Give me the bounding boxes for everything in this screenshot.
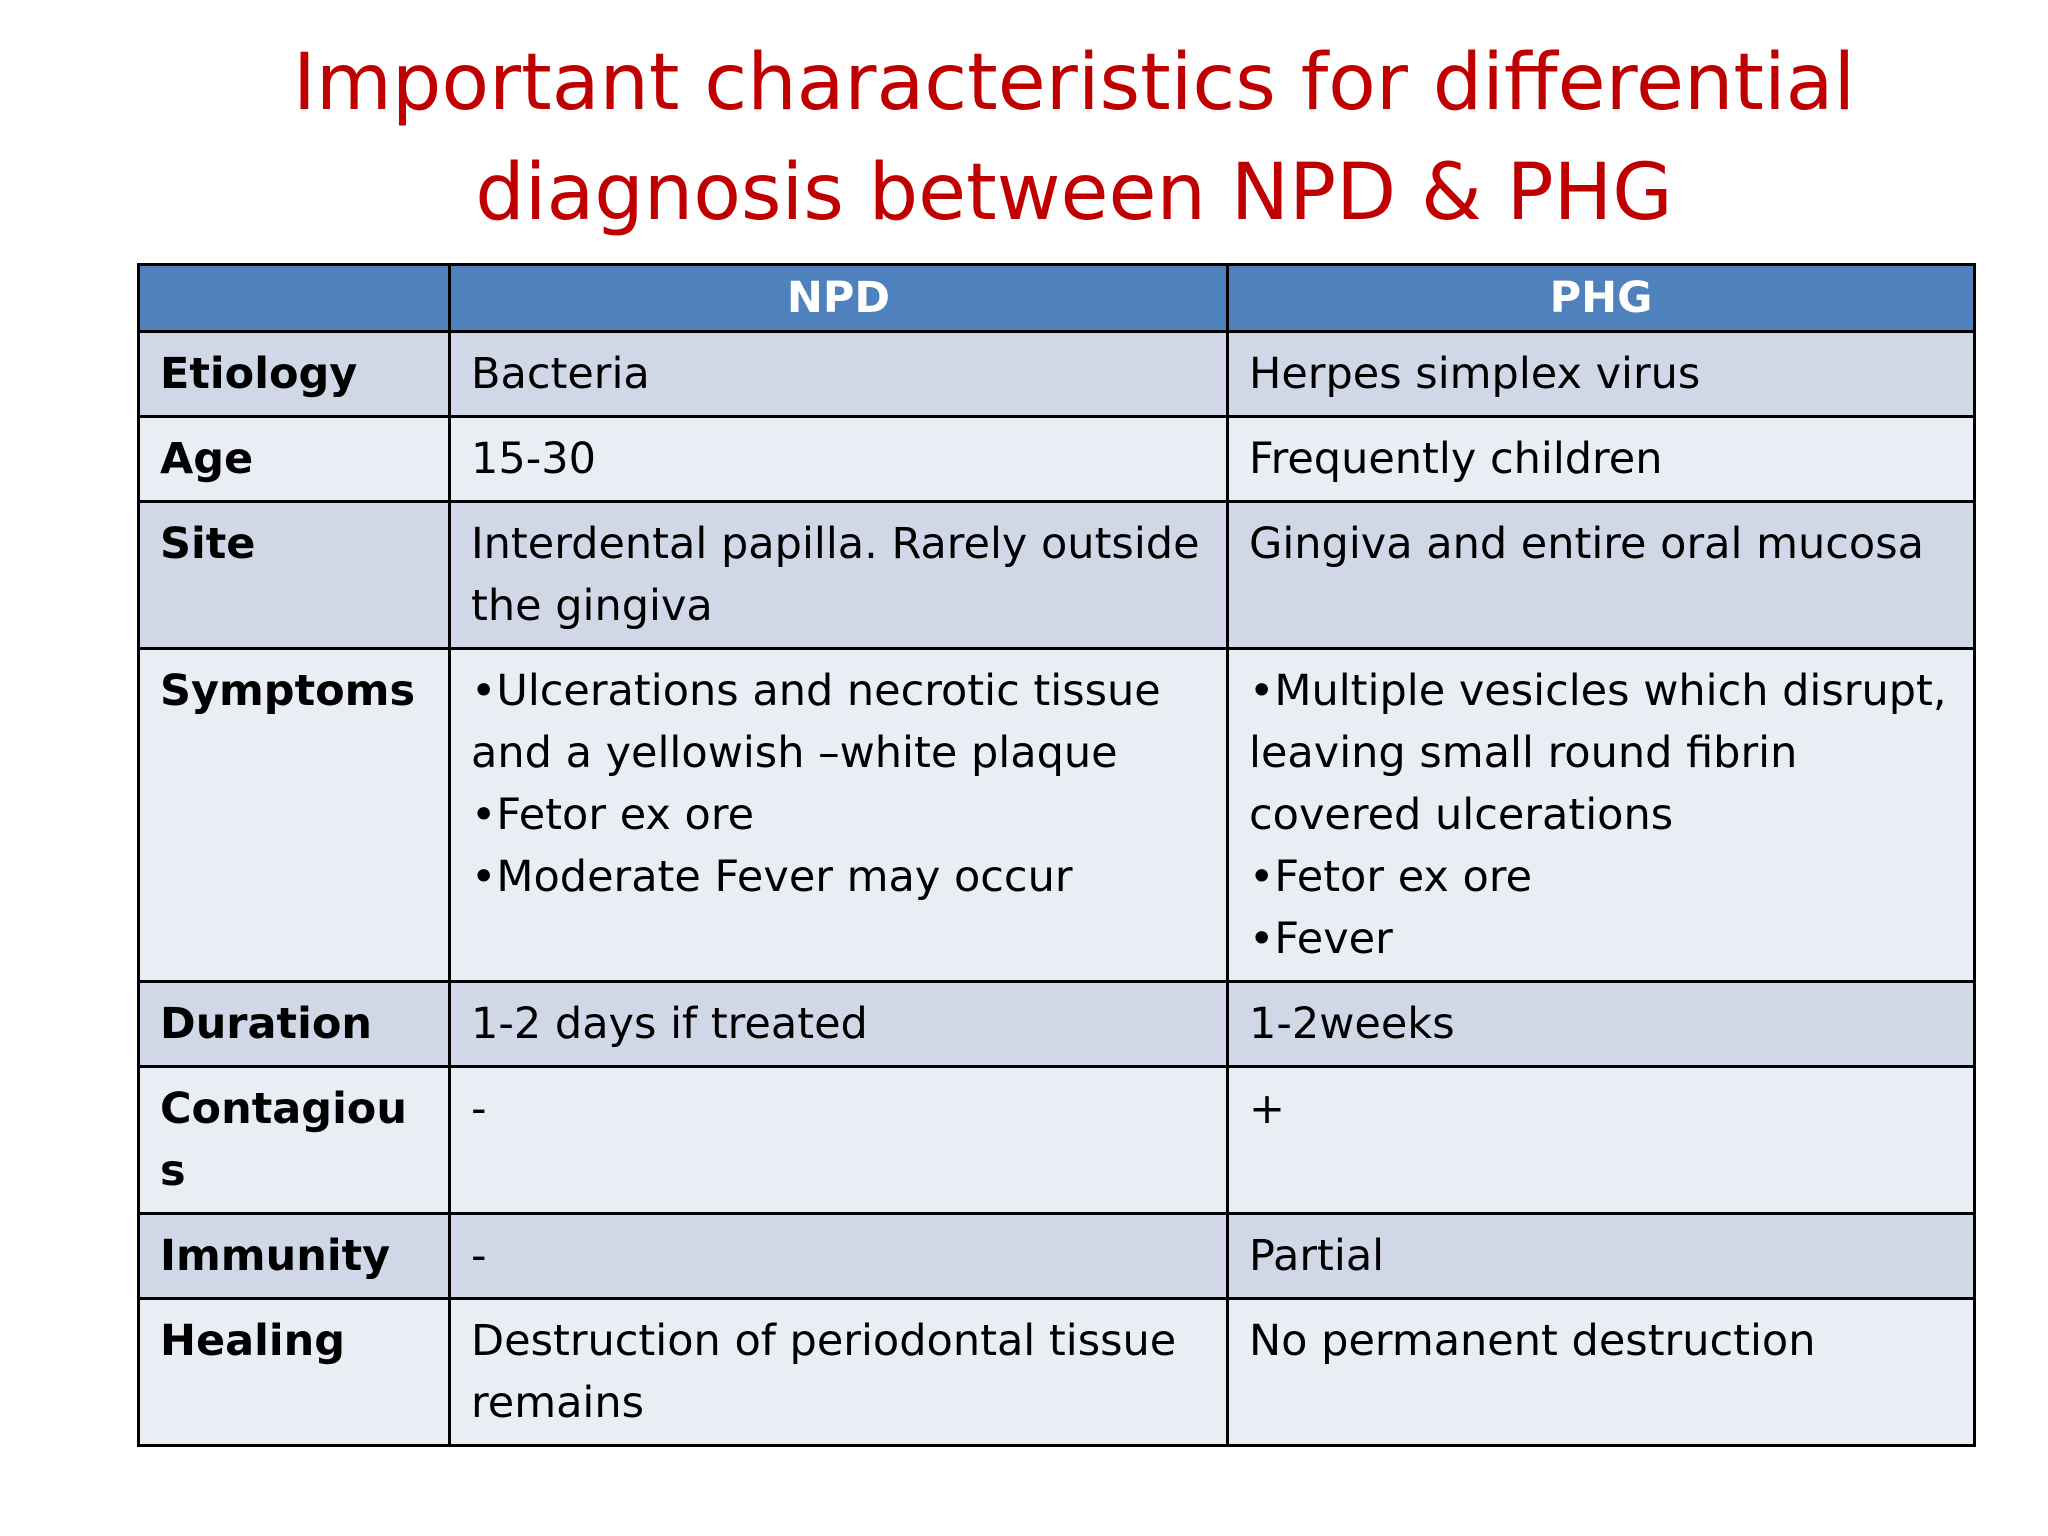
symptom-bullet: •Ulcerations and necrotic tissue and a yellowish –white plaque	[471, 666, 1161, 778]
symptom-bullet: •Fetor ex ore	[1249, 852, 1533, 902]
phg-cell	[1228, 1299, 1975, 1446]
cell-line: Frequently children	[1249, 434, 1663, 484]
cell-line: Destruction of periodontal tissue remains	[471, 1316, 1177, 1428]
cell-line: 15-30	[471, 434, 596, 484]
cell-line: Herpes simplex virus	[1249, 349, 1701, 399]
phg-cell	[1228, 1067, 1975, 1214]
table-row	[139, 1299, 1975, 1446]
cell-line: +	[1249, 1084, 1286, 1134]
cell-line: 1-2 days if treated	[471, 999, 868, 1049]
row-label-contagious: Contagious	[139, 1067, 450, 1214]
cell-line: Gingiva and entire oral mucosa	[1249, 519, 1924, 569]
phg-cell	[1228, 982, 1975, 1067]
header-cell-phg: PHG	[1228, 265, 1975, 332]
npd-cell	[450, 417, 1228, 502]
differential-diagnosis-table	[137, 263, 1976, 1447]
header-cell-npd: NPD	[450, 265, 1228, 332]
phg-cell	[1228, 417, 1975, 502]
slide-title	[0, 28, 2048, 248]
row-label-duration: Duration	[139, 982, 450, 1067]
npd-cell	[450, 1067, 1228, 1214]
cell-line: Interdental papilla. Rarely outside the gingiva	[471, 519, 1200, 631]
table-row	[139, 502, 1975, 649]
slide-title-line-2: diagnosis between NPD & PHG	[475, 148, 1673, 238]
npd-cell	[450, 982, 1228, 1067]
cell-line: Partial	[1249, 1231, 1385, 1281]
phg-cell	[1228, 502, 1975, 649]
row-label-symptoms: Symptoms	[139, 649, 450, 982]
npd-cell	[450, 502, 1228, 649]
table-row	[139, 417, 1975, 502]
npd-cell	[450, 1214, 1228, 1299]
symptom-bullet: •Fetor ex ore	[471, 790, 755, 840]
table-row	[139, 332, 1975, 417]
symptom-bullet: •Moderate Fever may occur	[471, 852, 1073, 902]
row-label-immunity: Immunity	[139, 1214, 450, 1299]
cell-line: No permanent destruction	[1249, 1316, 1816, 1366]
phg-cell	[1228, 332, 1975, 417]
npd-cell	[450, 1299, 1228, 1446]
row-label-healing: Healing	[139, 1299, 450, 1446]
row-label-etiology: Etiology	[139, 332, 450, 417]
header-cell-empty	[139, 265, 450, 332]
npd-cell	[450, 332, 1228, 417]
table-row	[139, 1067, 1975, 1214]
npd-cell	[450, 649, 1228, 982]
cell-line: Bacteria	[471, 349, 650, 399]
symptom-bullet: •Multiple vesicles which disrupt, leaving small round fibrin covered ulcerations	[1249, 666, 1947, 840]
symptom-bullet: •Fever	[1249, 914, 1393, 964]
cell-line: -	[471, 1231, 487, 1281]
cell-line: -	[471, 1084, 487, 1134]
table-row	[139, 649, 1975, 982]
slide-title-line-1: Important characteristics for differential	[292, 38, 1856, 128]
table-row	[139, 982, 1975, 1067]
phg-cell	[1228, 1214, 1975, 1299]
row-label-age: Age	[139, 417, 450, 502]
row-label-site: Site	[139, 502, 450, 649]
cell-line: 1-2weeks	[1249, 999, 1455, 1049]
phg-cell	[1228, 649, 1975, 982]
table-header-row	[139, 265, 1975, 332]
table-row	[139, 1214, 1975, 1299]
